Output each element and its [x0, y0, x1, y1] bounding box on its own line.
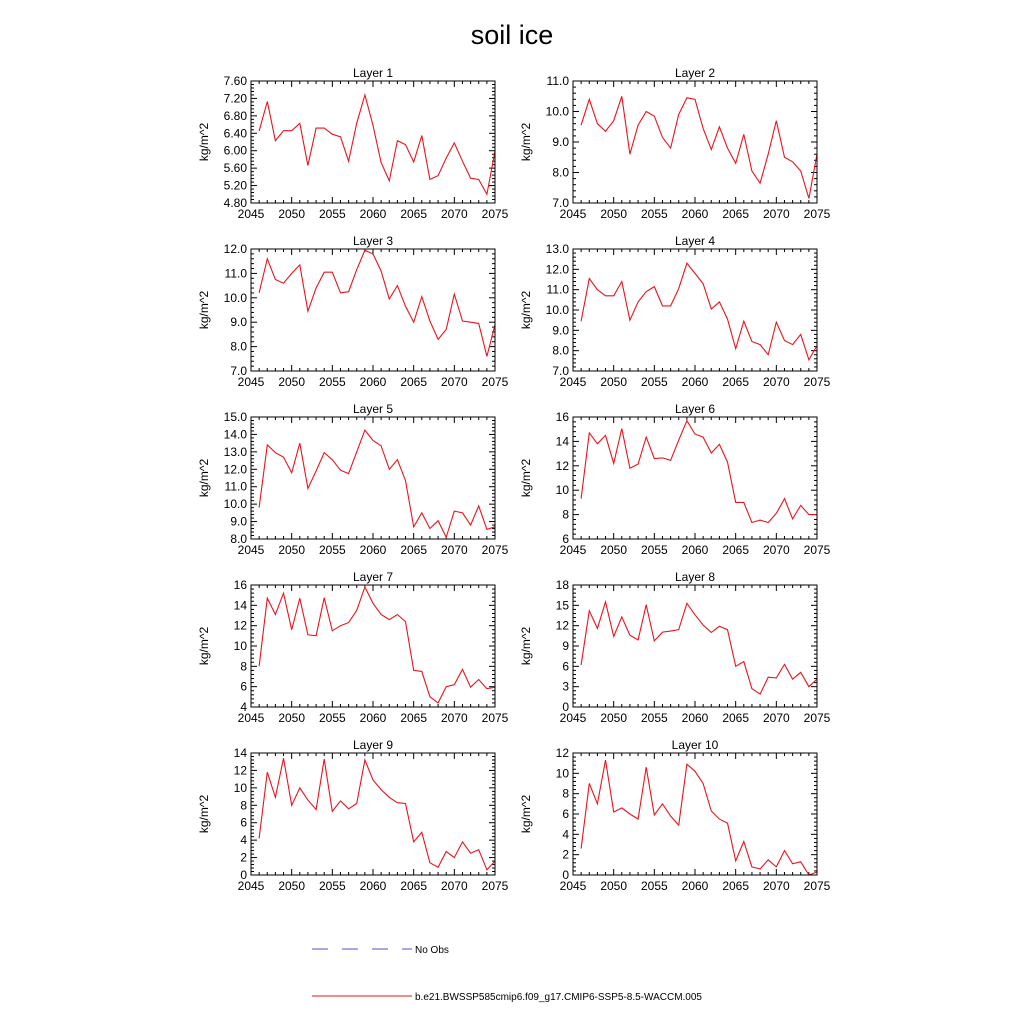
- panel-title: Layer 3: [352, 234, 394, 248]
- series-line: [259, 95, 495, 194]
- y-tick-label: 6: [240, 679, 247, 694]
- y-tick-label: 8: [240, 798, 247, 813]
- x-tick-label: 2060: [681, 375, 709, 389]
- y-tick-label: 14: [555, 434, 569, 449]
- y-tick-label: 4: [240, 700, 247, 714]
- legend-model-label: b.e21.BWSSP585cmip6.f09_g17.CMIP6-SSP5-8.5-WACCM.005: [415, 992, 702, 1003]
- y-tick-label: 7.0: [230, 364, 247, 378]
- x-tick-label: 2045: [237, 543, 265, 557]
- x-tick-label: 2065: [722, 543, 750, 557]
- x-tick-label: 2065: [400, 711, 428, 725]
- y-axis-label: kg/m^2: [197, 794, 211, 834]
- x-tick-label: 2045: [559, 375, 587, 389]
- x-tick-label: 2045: [559, 711, 587, 725]
- x-tick-label: 2055: [318, 207, 346, 221]
- y-tick-label: 7.0: [552, 364, 569, 378]
- x-tick-label: 2075: [803, 879, 831, 893]
- y-tick-label: 5.20: [223, 178, 247, 193]
- x-tick-label: 2075: [803, 543, 831, 557]
- y-tick-label: 9.0: [230, 315, 247, 330]
- panel-title: Layer 1: [352, 66, 394, 80]
- y-tick-label: 7.0: [552, 196, 569, 210]
- y-tick-label: 10.0: [223, 497, 247, 512]
- x-tick-label: 2045: [559, 879, 587, 893]
- y-tick-label: 10.0: [545, 104, 569, 119]
- panel-grid: [197, 66, 831, 893]
- y-tick-label: 7.60: [223, 74, 247, 88]
- y-tick-label: 10.0: [223, 290, 247, 305]
- x-tick-label: 2050: [600, 879, 628, 893]
- y-tick-label: 14.0: [223, 427, 247, 442]
- y-axis-label: kg/m^2: [197, 458, 211, 498]
- plot-frame: [573, 585, 817, 707]
- x-tick-label: 2060: [359, 879, 387, 893]
- y-tick-label: 8.0: [230, 532, 247, 546]
- x-tick-label: 2055: [640, 207, 668, 221]
- panel: [519, 66, 831, 221]
- y-tick-label: 8: [562, 507, 569, 522]
- y-tick-label: 2: [240, 850, 247, 865]
- y-tick-label: 12.0: [545, 262, 569, 277]
- x-tick-label: 2065: [722, 879, 750, 893]
- panel-title: Layer 5: [352, 402, 394, 416]
- y-tick-label: 0: [562, 868, 569, 882]
- x-tick-label: 2065: [400, 207, 428, 221]
- panel-title: Layer 6: [674, 402, 716, 416]
- series-line: [259, 587, 495, 703]
- x-tick-label: 2065: [722, 711, 750, 725]
- panel: [197, 234, 509, 389]
- y-tick-label: 12.0: [223, 462, 247, 477]
- x-tick-label: 2070: [762, 711, 790, 725]
- y-tick-label: 9: [562, 639, 569, 653]
- y-tick-label: 12: [233, 763, 247, 778]
- y-tick-label: 13.0: [223, 444, 247, 459]
- y-tick-label: 5.60: [223, 161, 247, 176]
- y-tick-label: 0: [562, 700, 569, 714]
- y-tick-label: 12: [233, 618, 247, 633]
- x-tick-label: 2065: [400, 879, 428, 893]
- y-tick-label: 8.0: [552, 343, 569, 358]
- y-axis-label: kg/m^2: [519, 290, 533, 330]
- y-tick-label: 13.0: [545, 242, 569, 256]
- y-tick-label: 11.0: [546, 74, 569, 88]
- x-tick-label: 2050: [600, 375, 628, 389]
- x-tick-label: 2075: [481, 375, 509, 389]
- x-tick-label: 2045: [559, 207, 587, 221]
- x-tick-label: 2055: [640, 879, 668, 893]
- x-tick-label: 2060: [359, 543, 387, 557]
- y-tick-label: 16: [233, 578, 247, 592]
- plot-frame: [251, 753, 495, 875]
- x-tick-label: 2060: [681, 879, 709, 893]
- y-tick-label: 2: [562, 847, 569, 862]
- y-tick-label: 9.0: [552, 323, 569, 338]
- x-tick-label: 2075: [481, 879, 509, 893]
- legend: [312, 945, 702, 1003]
- x-tick-label: 2075: [481, 207, 509, 221]
- y-tick-label: 16: [555, 410, 569, 424]
- series-line: [259, 758, 495, 870]
- panel-title: Layer 2: [674, 66, 716, 80]
- figure-title: soil ice: [470, 20, 554, 50]
- panel: [197, 738, 509, 893]
- y-tick-label: 6: [562, 659, 569, 674]
- x-tick-label: 2050: [278, 711, 306, 725]
- x-tick-label: 2075: [481, 543, 509, 557]
- y-tick-label: 14: [233, 598, 247, 613]
- y-tick-label: 11.0: [224, 479, 247, 494]
- y-tick-label: 6.80: [223, 108, 247, 123]
- legend-obs-label: No Obs: [415, 945, 449, 956]
- y-tick-label: 10: [233, 780, 247, 795]
- y-tick-label: 6: [562, 807, 569, 821]
- x-tick-label: 2070: [440, 543, 468, 557]
- y-tick-label: 12: [555, 746, 569, 760]
- x-tick-label: 2065: [400, 543, 428, 557]
- x-tick-label: 2075: [803, 711, 831, 725]
- y-axis-label: kg/m^2: [197, 122, 211, 162]
- x-tick-label: 2055: [318, 375, 346, 389]
- y-tick-label: 4: [240, 833, 247, 848]
- series-line: [259, 250, 495, 356]
- panel-title: Layer 10: [671, 738, 719, 752]
- x-tick-label: 2070: [440, 207, 468, 221]
- series-line: [259, 430, 495, 537]
- series-line: [581, 96, 817, 198]
- x-tick-label: 2070: [762, 543, 790, 557]
- y-axis-label: kg/m^2: [197, 290, 211, 330]
- y-tick-label: 9.0: [552, 135, 569, 149]
- x-tick-label: 2055: [318, 543, 346, 557]
- panel: [519, 402, 831, 557]
- x-tick-label: 2070: [762, 207, 790, 221]
- plot-frame: [251, 249, 495, 371]
- x-tick-label: 2070: [440, 879, 468, 893]
- panel-title: Layer 7: [352, 570, 394, 584]
- y-tick-label: 4: [562, 827, 569, 842]
- y-tick-label: 4.80: [223, 196, 247, 210]
- panel-title: Layer 4: [674, 234, 716, 248]
- y-tick-label: 6: [562, 532, 569, 546]
- y-tick-label: 11.0: [224, 266, 247, 281]
- x-tick-label: 2060: [681, 711, 709, 725]
- plot-frame: [573, 417, 817, 539]
- x-tick-label: 2070: [440, 711, 468, 725]
- x-tick-label: 2045: [237, 879, 265, 893]
- x-tick-label: 2075: [803, 375, 831, 389]
- y-tick-label: 0: [240, 868, 247, 882]
- x-tick-label: 2045: [237, 375, 265, 389]
- plot-frame: [251, 81, 495, 203]
- x-tick-label: 2060: [681, 543, 709, 557]
- series-line: [581, 602, 817, 694]
- x-tick-label: 2065: [722, 375, 750, 389]
- y-tick-label: 7.20: [223, 91, 247, 106]
- x-tick-label: 2050: [278, 543, 306, 557]
- x-tick-label: 2050: [600, 711, 628, 725]
- panel: [197, 570, 509, 725]
- x-tick-label: 2055: [640, 375, 668, 389]
- x-tick-label: 2070: [762, 375, 790, 389]
- x-tick-label: 2065: [400, 375, 428, 389]
- y-axis-label: kg/m^2: [519, 794, 533, 834]
- x-tick-label: 2055: [318, 711, 346, 725]
- x-tick-label: 2050: [278, 879, 306, 893]
- plot-frame: [573, 249, 817, 371]
- x-tick-label: 2065: [722, 207, 750, 221]
- y-tick-label: 3: [562, 679, 569, 694]
- y-tick-label: 8.0: [230, 339, 247, 354]
- x-tick-label: 2050: [278, 375, 306, 389]
- series-line: [581, 263, 817, 360]
- x-tick-label: 2060: [359, 375, 387, 389]
- y-axis-label: kg/m^2: [519, 626, 533, 666]
- panel: [197, 402, 509, 557]
- y-tick-label: 10: [233, 639, 247, 653]
- x-tick-label: 2070: [762, 879, 790, 893]
- y-tick-label: 18: [555, 578, 569, 592]
- y-axis-label: kg/m^2: [197, 626, 211, 666]
- panel: [519, 234, 831, 389]
- y-tick-label: 6: [240, 815, 247, 830]
- x-tick-label: 2060: [681, 207, 709, 221]
- y-tick-label: 10: [555, 766, 569, 781]
- y-tick-label: 9.0: [230, 514, 247, 529]
- y-tick-label: 8.0: [552, 165, 569, 180]
- y-tick-label: 8: [240, 659, 247, 674]
- x-tick-label: 2050: [278, 207, 306, 221]
- x-tick-label: 2050: [600, 543, 628, 557]
- x-tick-label: 2075: [481, 711, 509, 725]
- y-tick-label: 6.00: [223, 143, 247, 158]
- x-tick-label: 2070: [440, 375, 468, 389]
- y-tick-label: 15: [555, 598, 569, 613]
- y-axis-label: kg/m^2: [519, 122, 533, 162]
- x-tick-label: 2060: [359, 207, 387, 221]
- y-tick-label: 14: [233, 746, 247, 760]
- x-tick-label: 2055: [318, 879, 346, 893]
- y-tick-label: 15.0: [223, 410, 247, 424]
- series-line: [581, 421, 817, 523]
- y-tick-label: 12: [555, 458, 569, 473]
- series-line: [581, 760, 817, 875]
- x-tick-label: 2075: [803, 207, 831, 221]
- x-tick-label: 2060: [359, 711, 387, 725]
- y-tick-label: 6.40: [223, 126, 247, 141]
- y-tick-label: 12: [555, 618, 569, 633]
- y-tick-label: 8: [562, 786, 569, 801]
- y-tick-label: 10: [555, 483, 569, 498]
- x-tick-label: 2055: [640, 543, 668, 557]
- x-tick-label: 2045: [237, 711, 265, 725]
- panel: [519, 738, 831, 893]
- plot-frame: [251, 417, 495, 539]
- y-tick-label: 11.0: [546, 282, 569, 297]
- panel-title: Layer 8: [674, 570, 716, 584]
- panel: [519, 570, 831, 725]
- panel-title: Layer 9: [352, 738, 394, 752]
- x-tick-label: 2055: [640, 711, 668, 725]
- x-tick-label: 2045: [559, 543, 587, 557]
- y-tick-label: 12.0: [223, 242, 247, 256]
- panel: [197, 66, 509, 221]
- y-axis-label: kg/m^2: [519, 458, 533, 498]
- y-tick-label: 10.0: [545, 303, 569, 317]
- x-tick-label: 2045: [237, 207, 265, 221]
- x-tick-label: 2050: [600, 207, 628, 221]
